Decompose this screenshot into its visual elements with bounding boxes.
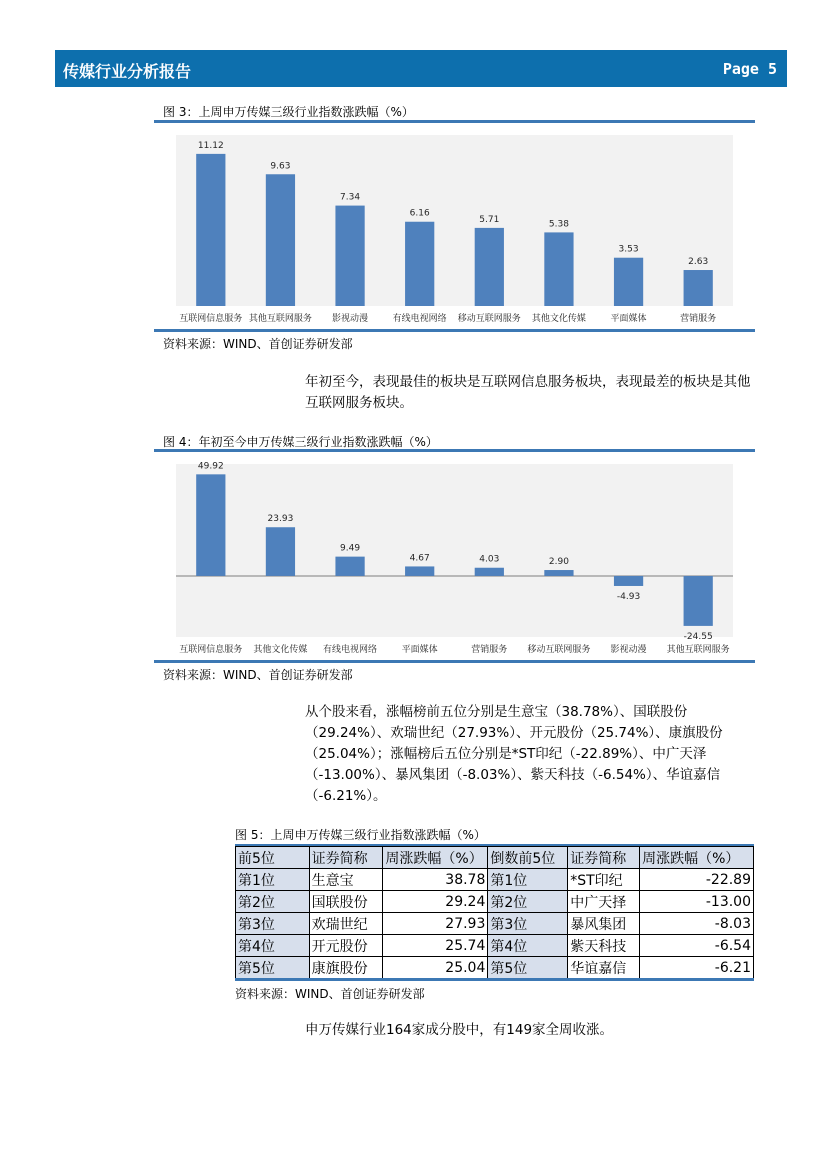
stock-name-cell: 康旗股份 [309, 957, 383, 979]
fig3-bar [684, 270, 713, 306]
rank-cell: 第1位 [488, 869, 568, 891]
table-row [236, 913, 754, 935]
fig3-data-label: 9.63 [270, 161, 291, 172]
change-cell: 25.74 [383, 935, 488, 957]
fig4-data-label: -24.55 [683, 631, 713, 642]
change-cell: -22.89 [640, 869, 754, 891]
fig3-category-label: 互联网信息服务 [179, 314, 243, 324]
table-row [236, 891, 754, 913]
fig5-title: 图 5：上周申万传媒三级行业指数涨跌幅（%） [235, 828, 486, 842]
fig3-category-label: 影视动漫 [332, 314, 369, 324]
fig4-bar [684, 576, 713, 626]
fig3-bar [405, 222, 434, 306]
fig4-chart [154, 452, 755, 659]
fig3-data-label: 7.34 [340, 192, 361, 203]
fig3-data-label: 5.71 [479, 214, 500, 225]
fig4-data-label: 4.03 [479, 554, 500, 565]
fig3-bottom-rule [154, 329, 755, 332]
page-number: Page 5 [722, 60, 777, 78]
change-cell: -6.21 [640, 957, 754, 979]
fig4-category-label: 其他互联网服务 [666, 645, 730, 655]
fig3-category-label: 移动互联网服务 [457, 314, 521, 324]
fig3-bar [335, 206, 364, 306]
rank-cell: 第5位 [236, 957, 310, 979]
fig3-data-label: 2.63 [688, 257, 709, 268]
fig3-data-label: 3.53 [618, 244, 639, 255]
fig4-data-label: 4.67 [409, 553, 430, 564]
stock-name-cell: 华谊嘉信 [568, 957, 640, 979]
fig3-category-label: 其他互联网服务 [248, 314, 312, 324]
change-cell: 38.78 [383, 869, 488, 891]
fig3-data-label: 5.38 [548, 219, 569, 230]
fig3-bar [614, 258, 643, 306]
table-header-cell: 前5位 [236, 847, 310, 869]
fig4-bar [266, 527, 295, 576]
fig3-bar [544, 232, 573, 306]
fig4-bottom-rule [154, 660, 755, 663]
rank-cell: 第3位 [236, 913, 310, 935]
fig3-data-label: 6.16 [409, 208, 430, 219]
fig4-svg [154, 452, 755, 659]
stock-name-cell: 国联股份 [309, 891, 383, 913]
fig4-data-label: -4.93 [616, 591, 641, 602]
fig3-bar [196, 154, 225, 306]
fig4-bar [405, 566, 434, 576]
fig5-bottom-rule [235, 978, 754, 981]
fig4-category-label: 互联网信息服务 [179, 645, 243, 655]
change-cell: 25.04 [383, 957, 488, 979]
table-row [236, 935, 754, 957]
rank-cell: 第4位 [488, 935, 568, 957]
change-cell: -6.54 [640, 935, 754, 957]
stock-name-cell: 中广天择 [568, 891, 640, 913]
fig3-category-label: 其他文化传媒 [531, 314, 586, 324]
fig4-data-label: 9.49 [340, 543, 361, 554]
table-header-cell: 证券简称 [568, 847, 640, 869]
fig4-plot-area [176, 464, 733, 637]
fig4-category-label: 移动互联网服务 [527, 645, 591, 655]
fig3-plot-area [176, 135, 733, 306]
fig5-source: 资料来源：WIND、首创证券研发部 [235, 987, 425, 1001]
fig3-title: 图 3：上周申万传媒三级行业指数涨跌幅（%） [163, 105, 414, 119]
change-cell: 27.93 [383, 913, 488, 935]
stock-name-cell: 开元股份 [309, 935, 383, 957]
change-cell: -13.00 [640, 891, 754, 913]
table-header-cell: 倒数前5位 [488, 847, 568, 869]
fig3-svg [154, 123, 755, 328]
fig4-bar [475, 568, 504, 576]
fig4-category-label: 有线电视网络 [323, 645, 378, 655]
change-cell: 29.24 [383, 891, 488, 913]
fig4-source: 资料来源：WIND、首创证券研发部 [163, 668, 353, 682]
fig4-data-label: 2.90 [548, 557, 569, 568]
paragraph-ytd: 年初至今，表现最佳的板块是互联网信息服务板块，表现最差的板块是其他互联网服务板块。 [305, 374, 751, 411]
fig4-category-label: 其他文化传媒 [253, 645, 308, 655]
table-header-cell: 周涨跌幅（%） [640, 847, 754, 869]
table-header-cell: 周涨跌幅（%） [383, 847, 488, 869]
fig4-data-label: 49.92 [197, 461, 224, 472]
rank-cell: 第3位 [488, 913, 568, 935]
fig4-bar [544, 570, 573, 576]
fig4-title: 图 4：年初至今申万传媒三级行业指数涨跌幅（%） [163, 435, 438, 449]
table-row [236, 957, 754, 979]
stock-name-cell: *ST印纪 [568, 869, 640, 891]
fig3-bar [475, 228, 504, 306]
stock-name-cell: 欢瑞世纪 [309, 913, 383, 935]
fig4-bar [614, 576, 643, 586]
top-bottom-stocks-table [235, 846, 754, 979]
stock-name-cell: 暴风集团 [568, 913, 640, 935]
paragraph-summary: 申万传媒行业164家成分股中，有149家全周收涨。 [305, 1022, 614, 1038]
change-cell: -8.03 [640, 913, 754, 935]
fig3-bar [266, 174, 295, 306]
fig3-category-label: 平面媒体 [610, 314, 647, 324]
stock-name-cell: 生意宝 [309, 869, 383, 891]
fig4-category-label: 影视动漫 [610, 645, 647, 655]
fig3-category-label: 营销服务 [680, 314, 717, 324]
fig3-chart [154, 123, 755, 328]
report-header [55, 50, 787, 87]
report-title: 传媒行业分析报告 [63, 62, 192, 81]
table-row [236, 869, 754, 891]
fig4-bar [335, 557, 364, 576]
fig4-bar [196, 474, 225, 576]
stock-name-cell: 紫天科技 [568, 935, 640, 957]
paragraph-stocks: 从个股来看，涨幅榜前五位分别是生意宝（38.78%）、国联股份（29.24%）、欢瑞世纪（27.93%）、开元股份（25.74%）、康旗股份（25.04%）；涨幅榜后五位分别是*ST印纪（-22.89%）、中广天泽（-13.00%）、暴风集团（-8.03%）、紫天科技（-6.54%）、华谊嘉信（-6.21%）。 [305, 704, 723, 804]
fig3-data-label: 11.12 [197, 140, 224, 151]
fig3-category-label: 有线电视网络 [392, 314, 447, 324]
fig3-source: 资料来源：WIND、首创证券研发部 [163, 337, 353, 351]
rank-cell: 第4位 [236, 935, 310, 957]
rank-cell: 第5位 [488, 957, 568, 979]
rank-cell: 第2位 [488, 891, 568, 913]
rank-cell: 第2位 [236, 891, 310, 913]
rank-cell: 第1位 [236, 869, 310, 891]
table-header-row [236, 847, 754, 869]
fig4-category-label: 平面媒体 [401, 645, 438, 655]
table-header-cell: 证券简称 [309, 847, 383, 869]
fig4-category-label: 营销服务 [471, 645, 508, 655]
fig4-data-label: 23.93 [267, 514, 294, 525]
